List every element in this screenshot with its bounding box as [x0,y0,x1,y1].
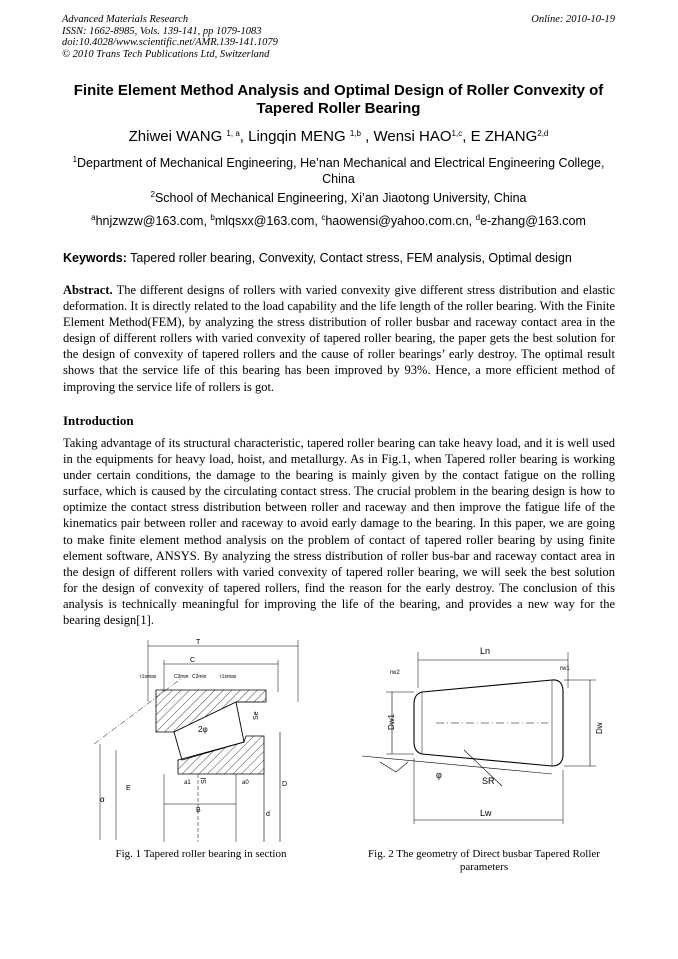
online-date: Online: 2010-10-19 [531,14,615,25]
affiliation-text: Department of Mechanical Engineering, He’nan Mechanical and Electrical Engineering College, China [77,156,605,186]
label-r1: r1smax [140,674,157,680]
label-SR: SR [482,776,495,786]
abstract-label: Abstract. [63,283,113,297]
figure-1-bearing-section [86,632,308,848]
label-sl: Sl [201,777,208,784]
email-list: $^a$hnjzwzw@163.com, $^b$mlqsxx@163.com, $^c$haowensi@yahoo.com.cn, $^d$e-zhang@163.com [91,213,586,228]
keywords-text: Tapered roller bearing, Convexity, Contact stress, FEM analysis, Optimal design [130,251,572,265]
author-sup: 1, a [226,129,240,138]
email-sup: d [475,213,481,222]
author-name: Wensi HAO [373,128,452,145]
label-c3: C3min [174,674,189,680]
journal-header [62,14,615,60]
label-phi: 2φ [198,725,208,734]
author-name: E ZHANG [470,128,538,145]
section-heading-introduction: Introduction [63,413,134,428]
introduction-text: Taking advantage of its structural characteristic, tapered roller bearing can take heavy load, and it is well used in the equipments for heavy load, hoist, and metallurgy. As in Fig.1, when Tapered roller bearing is working under certain conditions, the damage to the bearing is mainly given by the contact fatigue on the rolling surface, which is caused by the circulating contact stress. The crucial problem in the bearing design is how to optimize the contact stress distribution between roller and raceway and then improve the fatigue life of the kinematics pair between roller and raceway to avoid early damage to the bearing. In this paper, we are going to make finite element method analysis on the problem of contact of tapered roller bearing by using finite element software, ANSYS. By analyzing the stress distribution of roller bus-bar and raceway contact area in the design of different rollers with varied convexity of tapered roller bearing, we will seek the best solution for the design of convexity of tapered rollers, find the reason for the early destroy. The conclusion of this analysis is technically meaningful for improving the life of the bearing, and provides a new way for the bearing design[1]. [63,436,615,628]
label-Lw: Lw [480,808,492,818]
figure-2-caption: Fig. 2 The geometry of Direct busbar Tapered Roller parameters [368,848,600,873]
affiliation-1 [62,155,615,187]
label-d: d [266,811,270,818]
label-Dw1: Dw1 [387,713,396,730]
email-sup: a [91,213,96,222]
abstract-text: The different designs of rollers with varied convexity give different stress distribution and elastic deformation. It is directly related to the load capability and the life length of the roller bearing. With the Finite Element Method(FEM), by analyzing the stress distribution of roller busbar and raceway contact area in the design of different rollers with varied convexity of tapered roller bearing, the paper gets the best solution for the design of convexity of tapered rollers and the cause of roller bearings’ early destroy. The optimal result shows that the service life of this bearing has been improved by 93%. Hence, a more efficient method of improving the service life of rollers is got. [63,283,615,394]
label-alpha: α [100,795,105,804]
copyright: © 2010 Trans Tech Publications Ltd, Switzerland [62,48,270,60]
label-D: D [282,781,288,788]
label-a0: a0 [242,780,249,786]
email[interactable]: hnjzwzw@163.com [95,214,204,228]
author-name: Zhiwei WANG [128,128,223,145]
affiliation-sup: 2 [150,190,155,199]
label-se: Se [253,711,260,720]
figure-1-caption: Fig. 1 Tapered roller bearing in section [115,848,287,860]
author-sup: 1,b [349,129,361,138]
affiliation-2 [62,190,615,206]
email[interactable]: e-zhang@163.com [480,214,586,228]
label-T: T [196,639,201,646]
label-C: C [190,657,196,664]
journal-name: Advanced Materials Research [62,14,189,25]
keywords-label: Keywords: [63,251,127,265]
doi: doi:10.4028/www.scientific.net/AMR.139-141.1079 [62,37,278,48]
email[interactable]: mlqsxx@163.com [214,214,315,228]
figure-2-roller-geometry [352,638,612,834]
keywords [63,251,616,265]
author-name: Lingqin MENG [248,128,346,145]
email[interactable]: haowensi@yahoo.com.cn [325,214,469,228]
email-sup: c [321,213,326,222]
label-E: E [126,785,131,792]
label-a1: a1 [184,780,191,786]
issn: ISSN: 1662-8985, Vols. 139-141, pp 1079-1083 [62,25,262,37]
label-phi: φ [436,770,442,780]
author-list: Zhiwei WANG $^{1, a}$, Lingqin MENG $^{1,b}$ , Wensi HAO$^{1,c}$, E ZHANG$^{2,d}$ [128,128,549,145]
paper-title: Finite Element Method Analysis and Optimal Design of Roller Convexity of Tapered Roller Bearing [73,82,604,117]
author-sup: 2,d [537,129,549,138]
affiliation-text: School of Mechanical Engineering, Xi’an Jiaotong University, China [154,191,527,205]
label-Ln: Ln [480,646,491,656]
email-sup: b [210,213,215,222]
label-r2: r1smax [220,674,237,680]
label-B: B [196,807,201,814]
label-Dw: Dw [595,722,604,734]
label-c2: C2min [192,674,207,680]
label-rw1: rw1 [560,666,570,672]
affiliation-sup: 1 [72,155,78,164]
label-rw2: rw2 [390,670,400,676]
abstract [63,282,615,395]
author-sup: 1,c [451,129,463,138]
